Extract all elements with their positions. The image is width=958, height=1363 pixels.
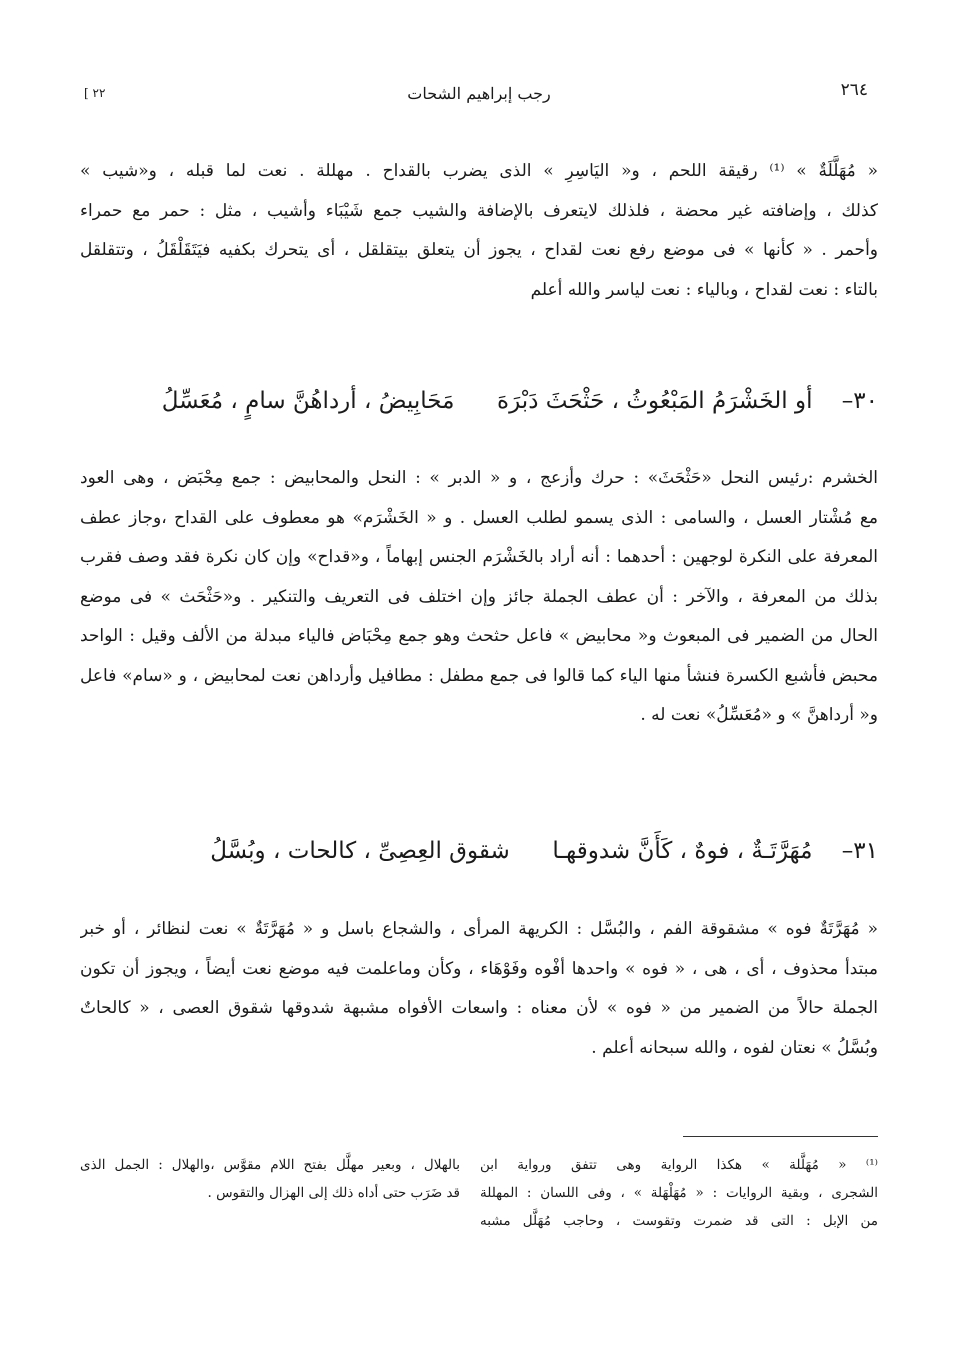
- verse-hemistich-1: مُهَرَّتَـةٌ ، فوهٌ ، كَأَنَّ شدوقهـا: [552, 838, 813, 864]
- text-line: محبض فأشبع الكسرة فنشأ منها الياء كما قالوا فى جمع مطفل : مطافيل وأرداهن نعت لمحابيض ، و «سام» فاعل: [80, 665, 878, 686]
- running-title: رجب إبراهيم الشحات: [407, 84, 551, 103]
- text-line: الجملة حالاً من الضمير من « فوه » لأن معناه : واسعات الأفواه مشبهة شدوقها شقوق العصى ، « كالحاتٌ: [80, 998, 878, 1018]
- verse-31: [150, 838, 878, 864]
- verse-hemistich-2: مَحَابِيضُ ، أرداهُنَّ سامٍ ، مُعَسِّلُ: [161, 388, 455, 414]
- footnote-column-left: [80, 1151, 460, 1207]
- text-line: بذلك من المعرفة ، والآخر : أن عطف الجملة جائز وإن اختلف فى التعريف والتنكير . و«حَثْحَث » فى موضع: [80, 586, 878, 607]
- footnote-line: ⁽¹⁾ « مُهَلَّلة » هكذا الرواية وهى تتفق ورواية ابن: [480, 1157, 878, 1173]
- text-line: المعرفة على النكرة لوجهين : أحدهما : أنه أراد بالخَشْرَم الجنس إبهاماً ، و«قداح» وإن كان نكرة فقد وصف فقرب: [80, 547, 878, 567]
- text-line: كذلك ، وإضافته غير محضة ، فلذلك لايتعرف بالإضافة والشيب جمع شَيْبَاء وأشيب ، مثل : حمر مع حمراء: [80, 200, 878, 221]
- text-line: مع مُشْتار العسل ، والسامى : الذى يسمو لطلب العسل . و « الخَشْرَم» هو معطوف على القداح ،وجاز عطف: [80, 507, 878, 528]
- text-line: الخشرم :رئيس النحل «حَثْحَثَ» : حرك وأزعج ، و « الدبر » : النحل والمحابيض : جمع مِحْبَض ، وهى العود: [80, 468, 878, 488]
- verse-hemistich-1: أو الخَشْرَمُ المَبْعُوثُ ، حَثْحَثَ دَبْرَهَ: [497, 388, 813, 414]
- footnote-line: الشجرى ، وبقية الروايات : « مُهَلْهَلة » ، وفى اللسان : المهللة: [480, 1185, 878, 1201]
- text-line: مبتدأ محذوف ، أى ، هى ، « فوه » واحدها أفْوه وفَوْهَاء ، وكأن وماعلمت فيه موضع نعت أيضاً ، ويجوز أن تكون: [80, 958, 878, 979]
- text-line: « مُهَلَّلَةٌ » ⁽¹⁾ رقيقة اللحم ، و« اليَاسِرِ » الذى يضرب بالقداح . مهللة . نعت لما قبله ، و«شيب »: [80, 161, 878, 181]
- verse-number: ٣١–: [841, 838, 878, 864]
- text-line: وأحمر . « كأنها » فى موضع رفع نعت لقداح ، يجوز أن يتعلق بيتقلقل ، أى يتحرك بكفيه فيَتَقَلْقَلُ ، وتتقلقل: [80, 240, 878, 260]
- footnote-line: من الإبل : التى قد ضمرت وتقوست ، وحاجب مُهَلَّل مشبه: [480, 1213, 878, 1229]
- text-line: و« أرداهنَّ » و «مُعَسِّلُ» نعت له .: [640, 705, 878, 725]
- text-line: بالتاء : نعت لقداح ، وبالياء : نعت لياسر والله أعلم: [530, 279, 878, 300]
- verse-number: ٣٠–: [841, 388, 878, 414]
- page-number: ٢٦٤: [840, 80, 868, 100]
- commentary-paragraph-3: [80, 910, 878, 1068]
- commentary-paragraph-2: [80, 459, 878, 736]
- verse-hemistich-2: شقوق العِصِىِّ ، كالحات ، وبُسَّلُ: [210, 838, 510, 864]
- footnote-line: قد ضَرَب حتى أداه ذلك إلى الهزال والتقوس .: [207, 1185, 460, 1201]
- section-reference: ٢٢ ]: [84, 86, 106, 100]
- text-line: الحال من الضمير فى المبعوث و« محابيض » فاعل حثحث وهو جمع مِحْبَاض فالياء مبدلة من الألف وقيل : الواحد: [80, 626, 878, 646]
- verse-30: [150, 388, 878, 414]
- commentary-paragraph-1: [80, 152, 878, 310]
- footnote-divider: [683, 1136, 878, 1137]
- text-line: وبُسَّلُ » نعتان لفوه ، والله سبحانه أعلم .: [591, 1037, 878, 1058]
- text-line: « مُهَرَّتَةٌ فوه » مشقوقة الفم ، والبُسَّل : الكريهة المرأى ، والشجاع باسل و « مُهَرَّتَةٌ » نعت لنظائر ، أو خبر: [80, 919, 878, 939]
- footnote-column-right: [480, 1151, 878, 1235]
- footnote-line: بالهلال ، وبعير مهلَّل بفتح اللام مقوَّس ،والهلال : الجمل الذى: [80, 1157, 460, 1173]
